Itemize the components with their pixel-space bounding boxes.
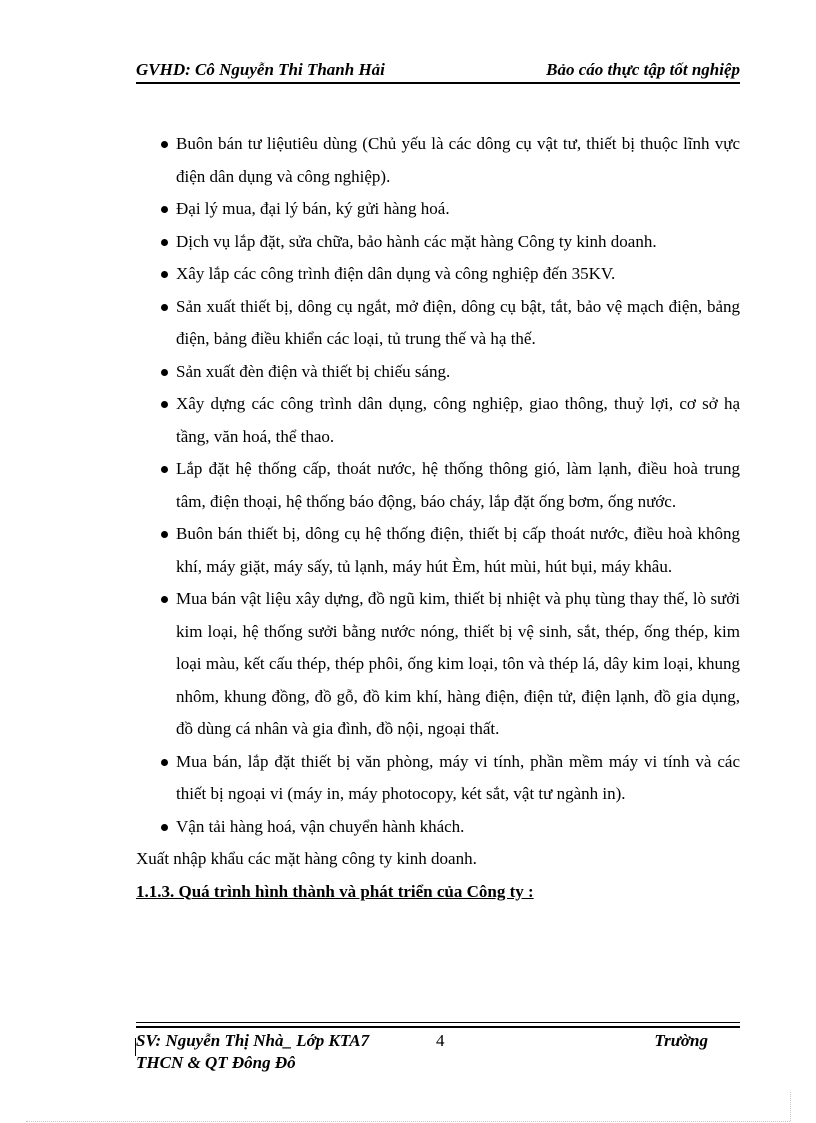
list-item-text: Xây dựng các công trình dân dụng, công nghiệp, giao thông, thuỷ lợi, cơ sở hạ tầng, văn hoá, thể thao. [176,394,740,446]
list-item [136,811,740,844]
bullet-icon [161,369,168,376]
page-number: 4 [436,1031,445,1050]
bullet-icon [161,239,168,246]
list-item [136,388,740,453]
page-border-dotted-bottom [26,1121,790,1122]
bullet-icon [161,596,168,603]
list-item [136,356,740,389]
list-item [136,128,740,193]
list-item-text: Mua bán, lắp đặt thiết bị văn phòng, máy vi tính, phần mềm máy vi tính và các thiết bị ngoại vi (máy in, máy photocopy, két sắt, vật tư ngành in). [176,751,740,803]
closing-line: Xuất nhập khẩu các mặt hàng công ty kinh doanh. [136,849,477,868]
header-supervisor: GVHD: Cô Nguyễn Thi Thanh Hải [136,60,385,79]
footer-student: SV: Nguyễn Thị Nhà_ Lớp KTA7 [136,1031,370,1050]
bullet-icon [161,141,168,148]
header-report-title: Bảo cáo thực tập tốt nghiệp [546,60,740,79]
page-border-dotted-right [790,1092,791,1121]
bullet-icon [161,401,168,408]
bullet-icon [161,466,168,473]
list-item [136,453,740,518]
bullet-icon [161,531,168,538]
bullet-icon [161,824,168,831]
footer-school-line2: THCN & QT Đông Đô [136,1053,296,1072]
list-item-text: Vận tải hàng hoá, vận chuyển hành khách. [176,816,465,836]
list-item-text: Buôn bán tư liệutiêu dùng (Chủ yếu là các dông cụ vật tư, thiết bị thuộc lĩnh vực điện dân dụng và công nghiệp). [176,134,740,186]
list-item-text: Sản xuất thiết bị, dông cụ ngắt, mở điện, dông cụ bật, tắt, bảo vệ mạch điện, bảng điện, bảng điều khiển các loại, tủ trung thế và hạ thế. [176,296,740,348]
list-item [136,518,740,583]
page-content [136,128,740,908]
list-item-text: Dịch vụ lắp đặt, sửa chữa, bảo hành các mặt hàng Công ty kinh doanh. [176,231,657,251]
list-item [136,193,740,226]
list-item-text: Buôn bán thiết bị, dông cụ hệ thống điện, thiết bị cấp thoát nước, điều hoà không khí, máy giặt, máy sấy, tủ lạnh, máy hút Èm, hút mùi, hút bụi, máy khâu. [176,524,740,576]
list-item-text: Lắp đặt hệ thống cấp, thoát nước, hệ thống thông gió, làm lạnh, điều hoà trung tâm, điện thoại, hệ thống báo động, báo cháy, lắp đặt ống bơm, ống nước. [176,459,740,511]
list-item-text: Đại lý mua, đại lý bán, ký gửi hàng hoá. [176,199,450,218]
footer-rule-thick [136,1026,740,1028]
bullet-icon [161,206,168,213]
section-heading: 1.1.3. Quá trình hình thành và phát triển của Công ty : [136,881,534,901]
list-item [136,291,740,356]
list-item [136,583,740,746]
bullet-icon [161,304,168,311]
header-rule [136,82,740,84]
list-item-text: Sản xuất đèn điện và thiết bị chiếu sáng. [176,361,451,381]
list-item-text: Mua bán vật liệu xây dựng, đồ ngũ kim, thiết bị nhiệt và phụ tùng thay thế, lò sưởi kim loại, hệ thống sưởi bằng nước nóng, thiết bị vệ sinh, sắt, thép, ống thép, kim loại màu, kết cấu thép, thép phôi, ống kim loại, tôn và thép lá, dây kim loại, khung nhôm, khung đồng, đồ gỗ, đồ kim khí, hàng điện, điện tử, điện lạnh, đồ gia dụng, đồ dùng cá nhân và gia đình, đồ nội, ngoại thất. [176,589,740,738]
bullet-icon [161,759,168,766]
list-item-text: Xây lắp các công trình điện dân dụng và công nghiệp đến 35KV. [176,264,616,283]
list-item [136,226,740,259]
page-header [136,58,740,82]
footer-school-line1: Trường [654,1031,708,1050]
list-item [136,258,740,291]
bullet-list [136,128,740,843]
bullet-icon [161,271,168,278]
footer-rule-thin [136,1022,740,1023]
list-item [136,746,740,811]
